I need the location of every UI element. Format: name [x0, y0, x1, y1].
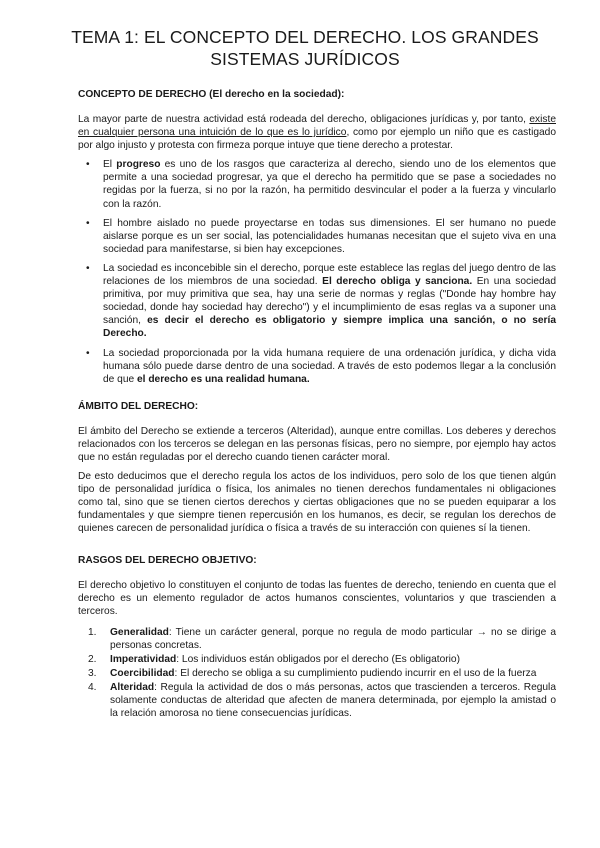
list-number: 2. — [88, 654, 97, 665]
bullet-text: La sociedad proporcionada por la vida humana requiere de una ordenación jurídica, y dicha vida humana sólo puede darse dentro de una sociedad. A través de esto podemos llegar a la conclusión de que — [103, 347, 556, 385]
trait-term: Alteridad — [110, 682, 155, 694]
list-item — [78, 217, 556, 256]
rasgos-paragraph: El derecho objetivo lo constituyen el conjunto de todas las fuentes de derecho, teniendo en cuenta que el derecho es un elemento regulador de actos humanos conscientes, voluntarios y que trascienden a terceros. — [78, 579, 556, 617]
list-item — [78, 681, 556, 720]
bullet-dot: • — [86, 159, 90, 171]
spacer — [78, 392, 556, 400]
ambito-paragraph-1: El ámbito del Derecho se extiende a terceros (Alteridad), aunque entre comillas. Los deberes y derechos relacionados con los terceros se delegan en las personas físicas, pero no siempre, por ejemplo hay actos que no están reguladas por el derecho cuando tienen carácter moral. — [78, 425, 556, 463]
list-item — [78, 347, 556, 386]
trait-text: : Tiene un carácter general, porque no regula de modo particular → no se dirige a personas concretas. — [110, 626, 556, 651]
bullet-text: En una sociedad primitiva, por muy primitiva que sea, hay una serie de normas y reglas ("Donde hay hombre hay sociedad, donde hay sociedad hay derecho") y el incumplimiento de esas reglas va a suponer una sanción, — [103, 276, 557, 327]
page-title — [32, 26, 578, 70]
spacer — [78, 542, 556, 554]
intro-paragraph — [78, 113, 556, 152]
list-item — [78, 667, 556, 680]
trait-term: Coercibilidad — [110, 668, 175, 680]
section-heading-concepto: CONCEPTO DE DERECHO (El derecho en la sociedad): — [78, 89, 345, 100]
bullet-bold-text: el derecho es una realidad humana. — [137, 373, 310, 385]
list-item — [78, 158, 556, 210]
intro-text-a: La mayor parte de nuestra actividad está rodeada del derecho, obligaciones jurídicas y, por tanto, — [78, 114, 530, 125]
bullet-text: El hombre aislado no puede proyectarse en todas sus dimensiones. El ser humano no puede aislarse porque es un ser social, las potencialidades humanas necesitan que el sujeto viva en una sociedad para manifestarse, si bien hay excepciones. — [103, 217, 556, 255]
bullet-bold-text: es decir el derecho es obligatorio y siempre implica una sanción, o no sería Derecho. — [103, 315, 556, 340]
trait-text: : El derecho se obliga a su cumplimiento pudiendo incurrir en el uso de la fuerza — [174, 668, 537, 680]
bullet-text: es uno de los rasgos que caracteriza al derecho, siendo uno de los elementos que permite a una sociedad progresar, ya que el derecho ha permitido que se pase a sociedades no regidas por la fuerza, si no por la razón, ha permitido desvincular el poder a la fuerza y vincularlo con la razón. — [103, 159, 557, 210]
title-line-1: TEMA 1: EL CONCEPTO DEL DERECHO. LOS GRANDES — [71, 27, 539, 47]
list-item — [78, 262, 556, 341]
trait-text: : Regula la actividad de dos o más personas, actos que trascienden a terceros. Regula solamente conductas de alteridad que afecten de manera determinada, por ejemplo la amistad o la relación amorosa no tiene consecuencias jurídicas. — [110, 682, 556, 720]
list-number: 3. — [88, 668, 97, 680]
intro-underlined-text: existe en cualquier persona una intuición de lo que es lo jurídico — [78, 114, 556, 139]
bullet-bold-text: El derecho obliga y sanciona. — [322, 276, 473, 288]
section-heading-ambito: ÁMBITO DEL DERECHO: — [78, 400, 199, 412]
bullet-dot: • — [86, 217, 90, 229]
bullet-dot: • — [86, 347, 90, 359]
list-number: 4. — [88, 682, 97, 694]
bullet-text: El — [103, 159, 117, 171]
bullet-dot: • — [86, 262, 90, 274]
section-heading-rasgos: RASGOS DEL DERECHO OBJETIVO: — [78, 554, 257, 566]
title-line-2: SISTEMAS JURÍDICOS — [210, 49, 400, 69]
traits-numbered-list — [78, 626, 556, 721]
intro-text-b: , como por ejemplo un niño que es castigado por algo injusto y protesta con firmeza porque intuye que tiene derecho a protestar. — [78, 127, 556, 152]
trait-term: Imperatividad — [110, 654, 177, 665]
list-number: 1. — [88, 626, 97, 638]
list-item — [78, 653, 556, 666]
list-item — [78, 626, 556, 652]
bullet-bold-text: progreso — [116, 159, 161, 171]
trait-text: : Los individuos están obligados por el derecho (Es obligatorio) — [176, 654, 460, 665]
trait-term: Generalidad — [110, 626, 169, 638]
bullet-text: La sociedad es inconcebible sin el derecho, porque este establece las reglas del juego dentro de las relaciones de los miembros de una sociedad. — [103, 262, 556, 288]
concept-bullet-list — [78, 158, 556, 386]
ambito-paragraph-2: De esto deducimos que el derecho regula los actos de los individuos, pero solo de los que tienen algún tipo de personalidad jurídica o física, los animales no tienen derechos fundamentales ni obligaciones como tal, sino que se tienen ciertos derechos y ciertas obligaciones que no se pueden equiparar a los fundamentales y que siempre tienen repercusión en los humanos, es decir, se regulan los derechos de quienes carecen de personalidad jurídica o física a través de su interacción con quienes sí la tienen. — [78, 471, 556, 535]
